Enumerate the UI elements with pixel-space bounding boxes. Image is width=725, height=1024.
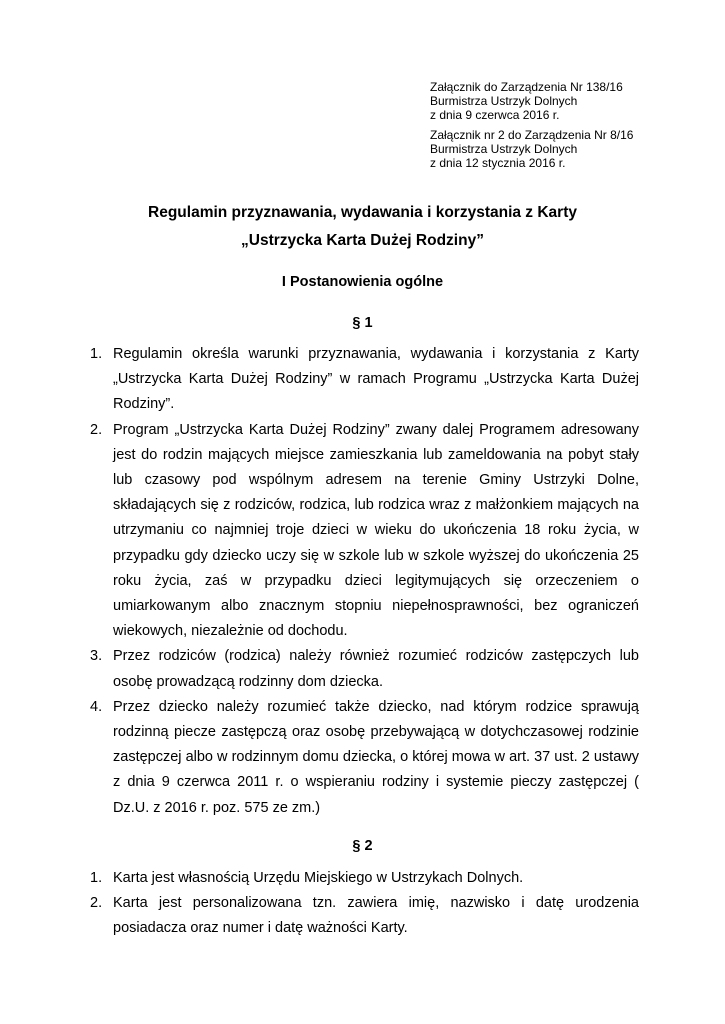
list-item xyxy=(0,866,725,891)
annex-note xyxy=(430,80,710,176)
item-text: Przez rodziców (rodzica) należy również rozumieć rodziców zastępczych lub osobę prowadzącą rodzinny dom dziecka. xyxy=(113,648,639,690)
item-number: 1. xyxy=(90,346,103,362)
list-item xyxy=(0,695,725,821)
paragraph-2-heading: § 2 xyxy=(352,838,373,854)
item-number: 3. xyxy=(90,648,103,665)
item-text: Przez dziecko należy rozumieć także dziecko, nad którym rodzice sprawują rodzinną piecze zastępczą oraz osobę przebywającą w dotychczasowej rodzinie zastępczej albo w rodzinnym domu dziecka, o której mowa w art. 37 ust. 2 ustawy z dnia 9 czerwca 2011 r. o wspieraniu rodziny i systemie pieczy zastępczej ( Dz.U. z 2016 r. poz. 575 ze zm.) xyxy=(113,698,639,816)
annex-line: z dnia 9 czerwca 2016 r. xyxy=(430,108,560,122)
paragraph-1-heading: § 1 xyxy=(352,315,373,331)
item-text: Karta jest własnością Urzędu Miejskiego w Ustrzykach Dolnych. xyxy=(113,870,524,886)
document-title-line-1: Regulamin przyznawania, wydawania i korzystania z Karty xyxy=(148,204,577,221)
item-number: 2. xyxy=(90,895,103,912)
item-text: Program „Ustrzycka Karta Dużej Rodziny” zwany dalej Programem adresowany jest do rodzin mających miejsce zamieszkania lub zameldowania na pobyt stały lub czasowy pod wspólnym adresem na terenie Gminy Ustrzyki Dolne, składających się z rodziców, rodzica, lub rodzica wraz z małżonkiem mających na utrzymaniu co najmniej troje dzieci w wieku do ukończenia 18 roku życia, w przypadku gdy dziecko uczy się w szkole lub w szkole wyższej do ukończenia 25 roku życia, zaś w przypadku dzieci legitymujących się orzeczeniem o umiarkowanym albo znacznym stopniu niepełnosprawności, bez ograniczeń wiekowych, niezależnie od dochodu. xyxy=(113,421,639,640)
list-item xyxy=(0,342,725,418)
paragraph-1-list xyxy=(0,342,725,821)
list-item xyxy=(0,418,725,645)
chapter-heading: I Postanowienia ogólne xyxy=(281,274,444,290)
annex-note-current xyxy=(430,80,710,122)
list-item xyxy=(0,891,725,941)
item-text: Regulamin określa warunki przyznawania, wydawania i korzystania z Karty „Ustrzycka Karta Dużej Rodziny” w ramach Programu „Ustrzycka Karta Dużej Rodziny”. xyxy=(113,346,639,413)
annex-note-previous xyxy=(430,128,710,170)
item-text: Karta jest personalizowana tzn. zawiera imię, nazwisko i datę urodzenia posiadacza oraz numer i datę ważności Karty. xyxy=(113,895,639,937)
item-number: 4. xyxy=(90,698,103,715)
list-item xyxy=(0,644,725,694)
annex-line: Burmistrza Ustrzyk Dolnych xyxy=(430,94,578,108)
annex-line: Załącznik do Zarządzenia Nr 138/16 xyxy=(430,80,623,94)
annex-line: Burmistrza Ustrzyk Dolnych xyxy=(430,142,578,156)
document-title-line-2: „Ustrzycka Karta Dużej Rodziny” xyxy=(241,232,484,249)
item-number: 2. xyxy=(90,421,103,438)
annex-line: Załącznik nr 2 do Zarządzenia Nr 8/16 xyxy=(430,128,634,142)
item-number: 1. xyxy=(90,870,103,886)
annex-line: z dnia 12 stycznia 2016 r. xyxy=(430,156,566,170)
paragraph-2-list xyxy=(0,866,725,942)
